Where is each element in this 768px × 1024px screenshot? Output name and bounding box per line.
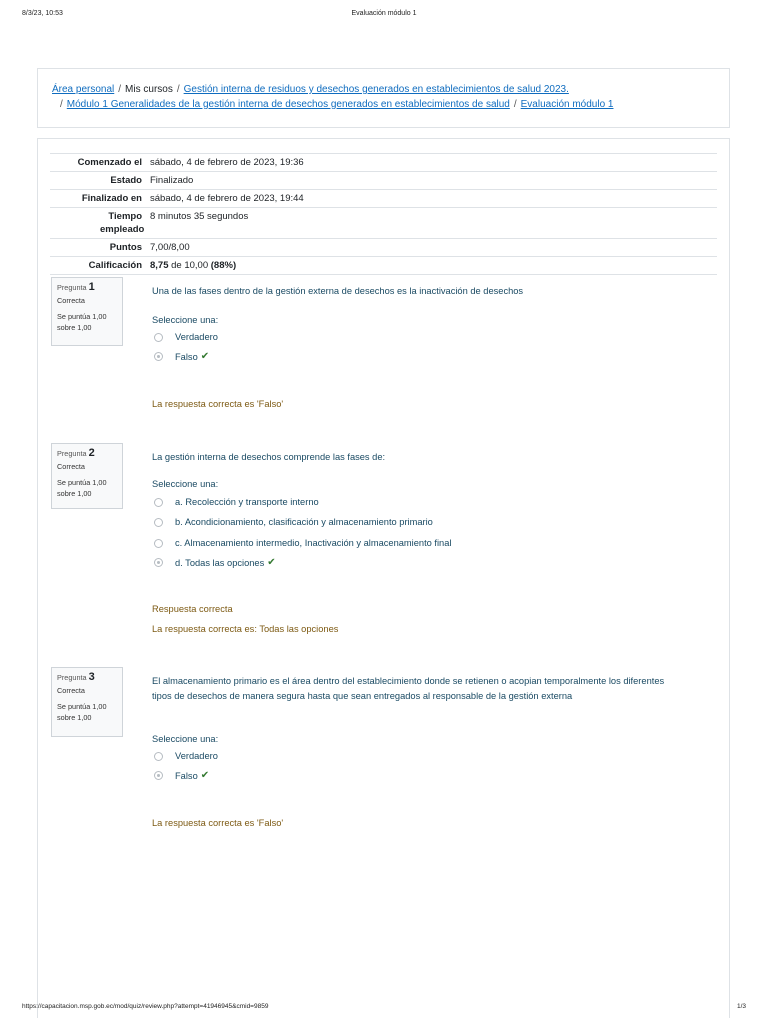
breadcrumb (37, 68, 730, 128)
grade-value: 8,75 (150, 260, 169, 271)
correct-answer-feedback: La respuesta correcta es 'Falso' (152, 399, 284, 409)
answer-option[interactable]: d. Todas las opciones ✔ (154, 557, 276, 568)
question-text: La gestión interna de desechos comprende las fases de: (152, 452, 386, 462)
print-datetime: 8/3/23, 10:53 (22, 10, 63, 17)
grade-percent: (88%) (210, 260, 237, 271)
summary-row (50, 256, 717, 275)
check-icon: ✔ (267, 557, 276, 568)
breadcrumb-quiz-link[interactable]: Evaluación módulo 1 (520, 98, 614, 110)
question-info-2 (51, 443, 123, 509)
summary-row (50, 207, 717, 238)
summary-label: Tiempo empleado (100, 211, 145, 235)
breadcrumb-mycourses: Mis cursos (125, 84, 173, 95)
summary-label: Estado (110, 175, 142, 186)
radio-button[interactable] (154, 771, 163, 780)
radio-button[interactable] (154, 539, 163, 548)
question-info-3 (51, 667, 123, 737)
breadcrumb-row-2 (52, 98, 729, 113)
grade-out-of: de 10,00 (168, 260, 211, 271)
summary-row (50, 171, 717, 189)
summary-value: sábado, 4 de febrero de 2023, 19:44 (150, 193, 304, 204)
radio-button[interactable] (154, 333, 163, 342)
summary-value: 7,00/8,00 (150, 242, 190, 253)
select-label: Seleccione una: (152, 734, 219, 744)
question-number: Pregunta 1 (57, 281, 95, 293)
answer-option[interactable]: b. Acondicionamiento, clasificación y almacenamiento primario (154, 517, 433, 527)
answer-option[interactable]: Verdadero (154, 332, 218, 342)
attempt-summary-table (50, 153, 717, 275)
question-number: Pregunta 3 (57, 671, 95, 683)
question-grade: Se puntúa 1,00 sobre 1,00 (57, 478, 107, 498)
radio-button[interactable] (154, 752, 163, 761)
question-grade: Se puntúa 1,00 sobre 1,00 (57, 702, 107, 722)
summary-label: Finalizado en (81, 193, 142, 204)
question-text: Una de las fases dentro de la gestión externa de desechos es la inactivación de desechos (152, 286, 524, 296)
answer-option[interactable]: a. Recolección y transporte interno (154, 497, 319, 507)
summary-label: Comenzado el (77, 157, 142, 168)
correct-answer-feedback: La respuesta correcta es 'Falso' (152, 818, 284, 828)
question-info-1 (51, 277, 123, 346)
breadcrumb-separator: / (60, 98, 63, 110)
print-page-number: 1/3 (736, 1003, 746, 1010)
breadcrumb-separator: / (118, 84, 122, 95)
radio-button[interactable] (154, 558, 163, 567)
summary-value: 8 minutos 35 segundos (150, 211, 249, 222)
question-state: Correcta (57, 296, 85, 305)
check-icon: ✔ (200, 351, 210, 362)
question-text: El almacenamiento primario es el área dentro del establecimiento donde se retienen o acopian temporalmente los diferentes tipos de desechos de manera segura hasta que sean entregados al responsable de la gestión externa (152, 676, 665, 701)
print-url: https://capacitacion.msp.gob.ec/mod/quiz/review.php?attempt=41946945&cmid=9859 (22, 1003, 269, 1010)
breadcrumb-separator: / (513, 98, 517, 110)
question-grade: Se puntúa 1,00 sobre 1,00 (57, 312, 107, 332)
answer-option[interactable]: Falso ✔ (154, 351, 209, 362)
answer-option[interactable]: Falso ✔ (154, 770, 209, 781)
breadcrumb-module-link[interactable]: Módulo 1 Generalidades de la gestión interna de desechos generados en establecimientos de salud (66, 98, 510, 110)
select-label: Seleccione una: (152, 479, 219, 489)
question-number: Pregunta 2 (57, 447, 95, 459)
summary-row (50, 189, 717, 207)
question-state: Correcta (57, 686, 85, 695)
radio-button[interactable] (154, 352, 163, 361)
summary-value: Finalizado (150, 175, 194, 186)
select-label: Seleccione una: (152, 315, 219, 325)
summary-value (150, 257, 717, 274)
check-icon: ✔ (200, 770, 210, 781)
summary-label: Puntos (109, 242, 142, 253)
correct-answer-feedback: La respuesta correcta es: Todas las opciones (152, 624, 339, 634)
breadcrumb-separator: / (176, 84, 180, 95)
breadcrumb-home-link[interactable]: Área personal (52, 84, 115, 95)
breadcrumb-course-link[interactable]: Gestión interna de residuos y desechos generados en establecimientos de salud 2023. (183, 84, 569, 95)
summary-label: Calificación (88, 260, 142, 271)
breadcrumb-row-1 (52, 83, 729, 98)
radio-button[interactable] (154, 498, 163, 507)
radio-button[interactable] (154, 518, 163, 527)
summary-row (50, 238, 717, 256)
question-state: Correcta (57, 462, 85, 471)
summary-value: sábado, 4 de febrero de 2023, 19:36 (150, 157, 304, 168)
answer-option[interactable]: c. Almacenamiento intermedio, Inactivación y almacenamiento final (154, 538, 451, 548)
summary-row (50, 153, 717, 171)
print-title: Evaluación módulo 1 (351, 10, 417, 17)
feedback-result: Respuesta correcta (152, 604, 233, 614)
answer-option[interactable]: Verdadero (154, 751, 218, 761)
